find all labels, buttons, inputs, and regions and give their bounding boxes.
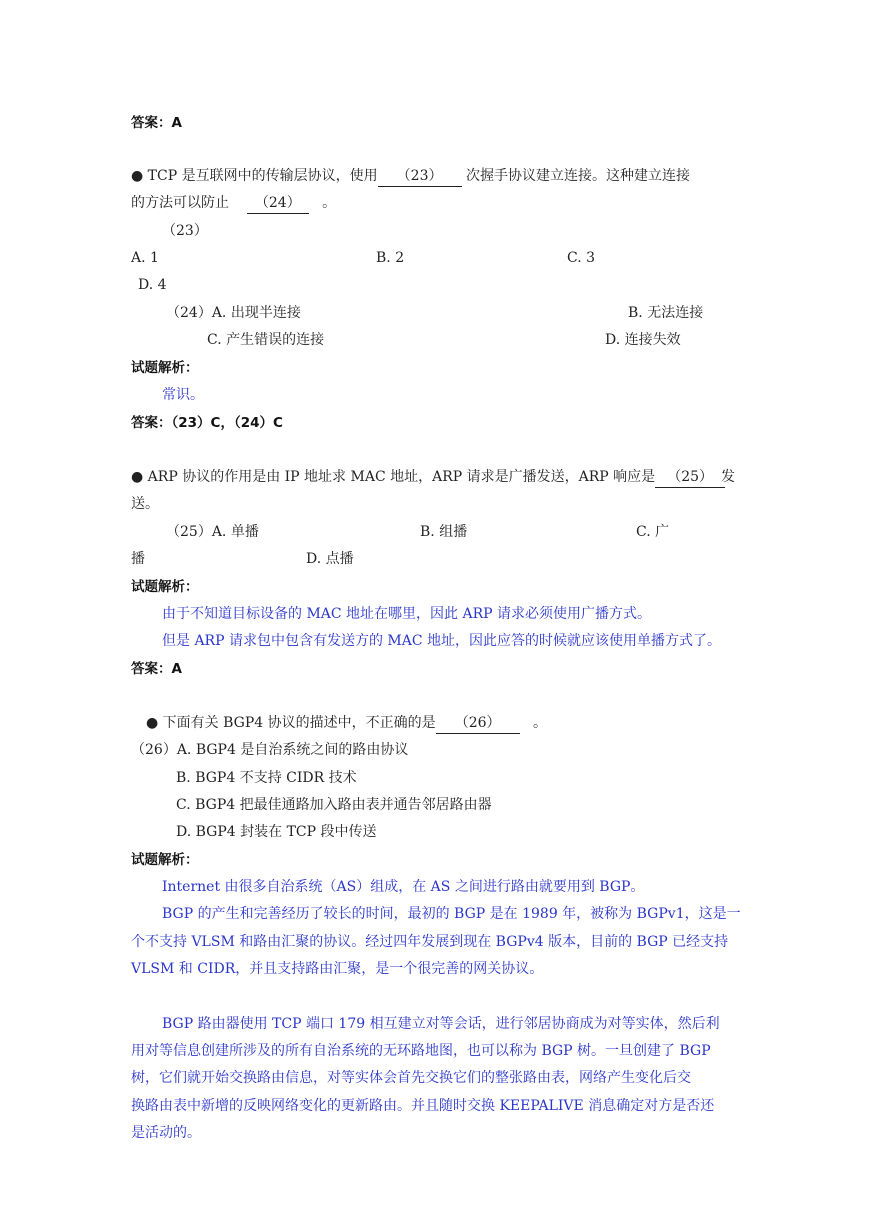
q24-option-c: C. 产生错误的连接 — [207, 332, 325, 348]
q25-answer: 答案：A — [131, 661, 182, 677]
q26-option-c: C. BGP4 把最佳通路加入路由表并通告邻居路由器 — [176, 797, 492, 813]
q26-analysis-line5: BGP 路由器使用 TCP 端口 179 相互建立对等会话，进行邻居协商成为对等实体，然后利 — [162, 1016, 720, 1032]
previous-answer: 答案：A — [131, 115, 182, 131]
q23-analysis-label: 试题解析： — [131, 360, 199, 376]
bullet-icon: ● — [146, 715, 159, 731]
q24-text-post: 。 — [322, 195, 337, 211]
q25-analysis-line2: 但是 ARP 请求包中包含有发送方的 MAC 地址，因此应答的时候就应该使用单播方式了。 — [162, 633, 722, 649]
q24-option-b: B. 无法连接 — [628, 305, 704, 321]
q23-option-d: D. 4 — [138, 277, 167, 293]
q23-analysis-text: 常识。 — [162, 387, 204, 403]
q23-text-post: 次握手协议建立连接。这种建立连接 — [466, 168, 691, 184]
blank-24: （24） — [247, 193, 309, 214]
q26-analysis-line4: VLSM 和 CIDR，并且支持路由汇聚，是一个很完善的网关协议。 — [131, 961, 544, 977]
q23-option-c: C. 3 — [567, 250, 596, 266]
q25-option-a: （25）A. 单播 — [166, 524, 259, 540]
bullet-icon: ● — [131, 168, 144, 184]
q23-label: （23） — [162, 223, 208, 239]
q26-analysis-line8: 换路由表中新增的反映网络变化的更新路由。并且随时交换 KEEPALIVE 消息确定对方是否还 — [131, 1098, 715, 1114]
q26-line — [146, 713, 547, 734]
q25-option-c-cont: 播 — [131, 551, 145, 567]
q26-option-a: （26）A. BGP4 是自治系统之间的路由协议 — [131, 742, 409, 758]
q26-analysis-line1: Internet 由很多自治系统（AS）组成，在 AS 之间进行路由就要用到 BGP。 — [162, 879, 645, 895]
q26-text-pre: 下面有关 BGP4 协议的描述中，不正确的是 — [162, 715, 436, 731]
q26-analysis-line7: 树，它们就开始交换路由信息，对等实体会首先交换它们的整张路由表，网络产生变化后交 — [131, 1070, 691, 1086]
q23-option-b: B. 2 — [376, 250, 405, 266]
q25-line2: 送。 — [131, 496, 159, 512]
q24-option-a: （24）A. 出现半连接 — [166, 305, 301, 321]
q25-text-post: 发 — [721, 469, 735, 485]
q23-option-a: A. 1 — [131, 250, 159, 266]
q23-text-pre: TCP 是互联网中的传输层协议，使用 — [147, 168, 378, 184]
q23-line2 — [131, 193, 336, 214]
q26-analysis-line3: 个不支持 VLSM 和路由汇聚的协议。经过四年发展到现在 BGPv4 版本，目前的 BGP 已经支持 — [131, 934, 729, 950]
q25-analysis-line1: 由于不知道目标设备的 MAC 地址在哪里，因此 ARP 请求必须使用广播方式。 — [162, 606, 652, 622]
q26-option-d: D. BGP4 封装在 TCP 段中传送 — [176, 824, 377, 840]
q26-analysis-line6: 用对等信息创建所涉及的所有自治系统的无环路地图，也可以称为 BGP 树。一旦创建了 BGP — [131, 1043, 711, 1059]
q26-option-b: B. BGP4 不支持 CIDR 技术 — [176, 770, 357, 786]
q23-line1 — [131, 166, 690, 187]
blank-25: （25） — [655, 467, 725, 488]
q24-text-pre: 的方法可以防止 — [131, 195, 229, 211]
q26-analysis-line9: 是活动的。 — [131, 1125, 201, 1141]
blank-26: （26） — [436, 713, 520, 734]
q25-option-b: B. 组播 — [420, 524, 468, 540]
q26-analysis-label: 试题解析： — [131, 852, 199, 868]
q26-text-post: 。 — [533, 715, 547, 731]
q26-analysis-line2: BGP 的产生和完善经历了较长的时间，最初的 BGP 是在 1989 年，被称为 BGPv1，这是一 — [162, 906, 741, 922]
q25-option-c: C. 广 — [636, 524, 670, 540]
q23-answer: 答案：（23）C，（24）C — [131, 415, 283, 431]
q25-text-pre: ARP 协议的作用是由 IP 地址求 MAC 地址，ARP 请求是广播发送，ARP 响应是 — [147, 469, 656, 485]
blank-23: （23） — [378, 166, 462, 187]
bullet-icon: ● — [131, 469, 144, 485]
q25-option-d: D. 点播 — [306, 551, 354, 567]
q25-line1 — [131, 467, 725, 488]
q24-option-d: D. 连接失效 — [605, 332, 681, 348]
q25-analysis-label: 试题解析： — [131, 579, 199, 595]
